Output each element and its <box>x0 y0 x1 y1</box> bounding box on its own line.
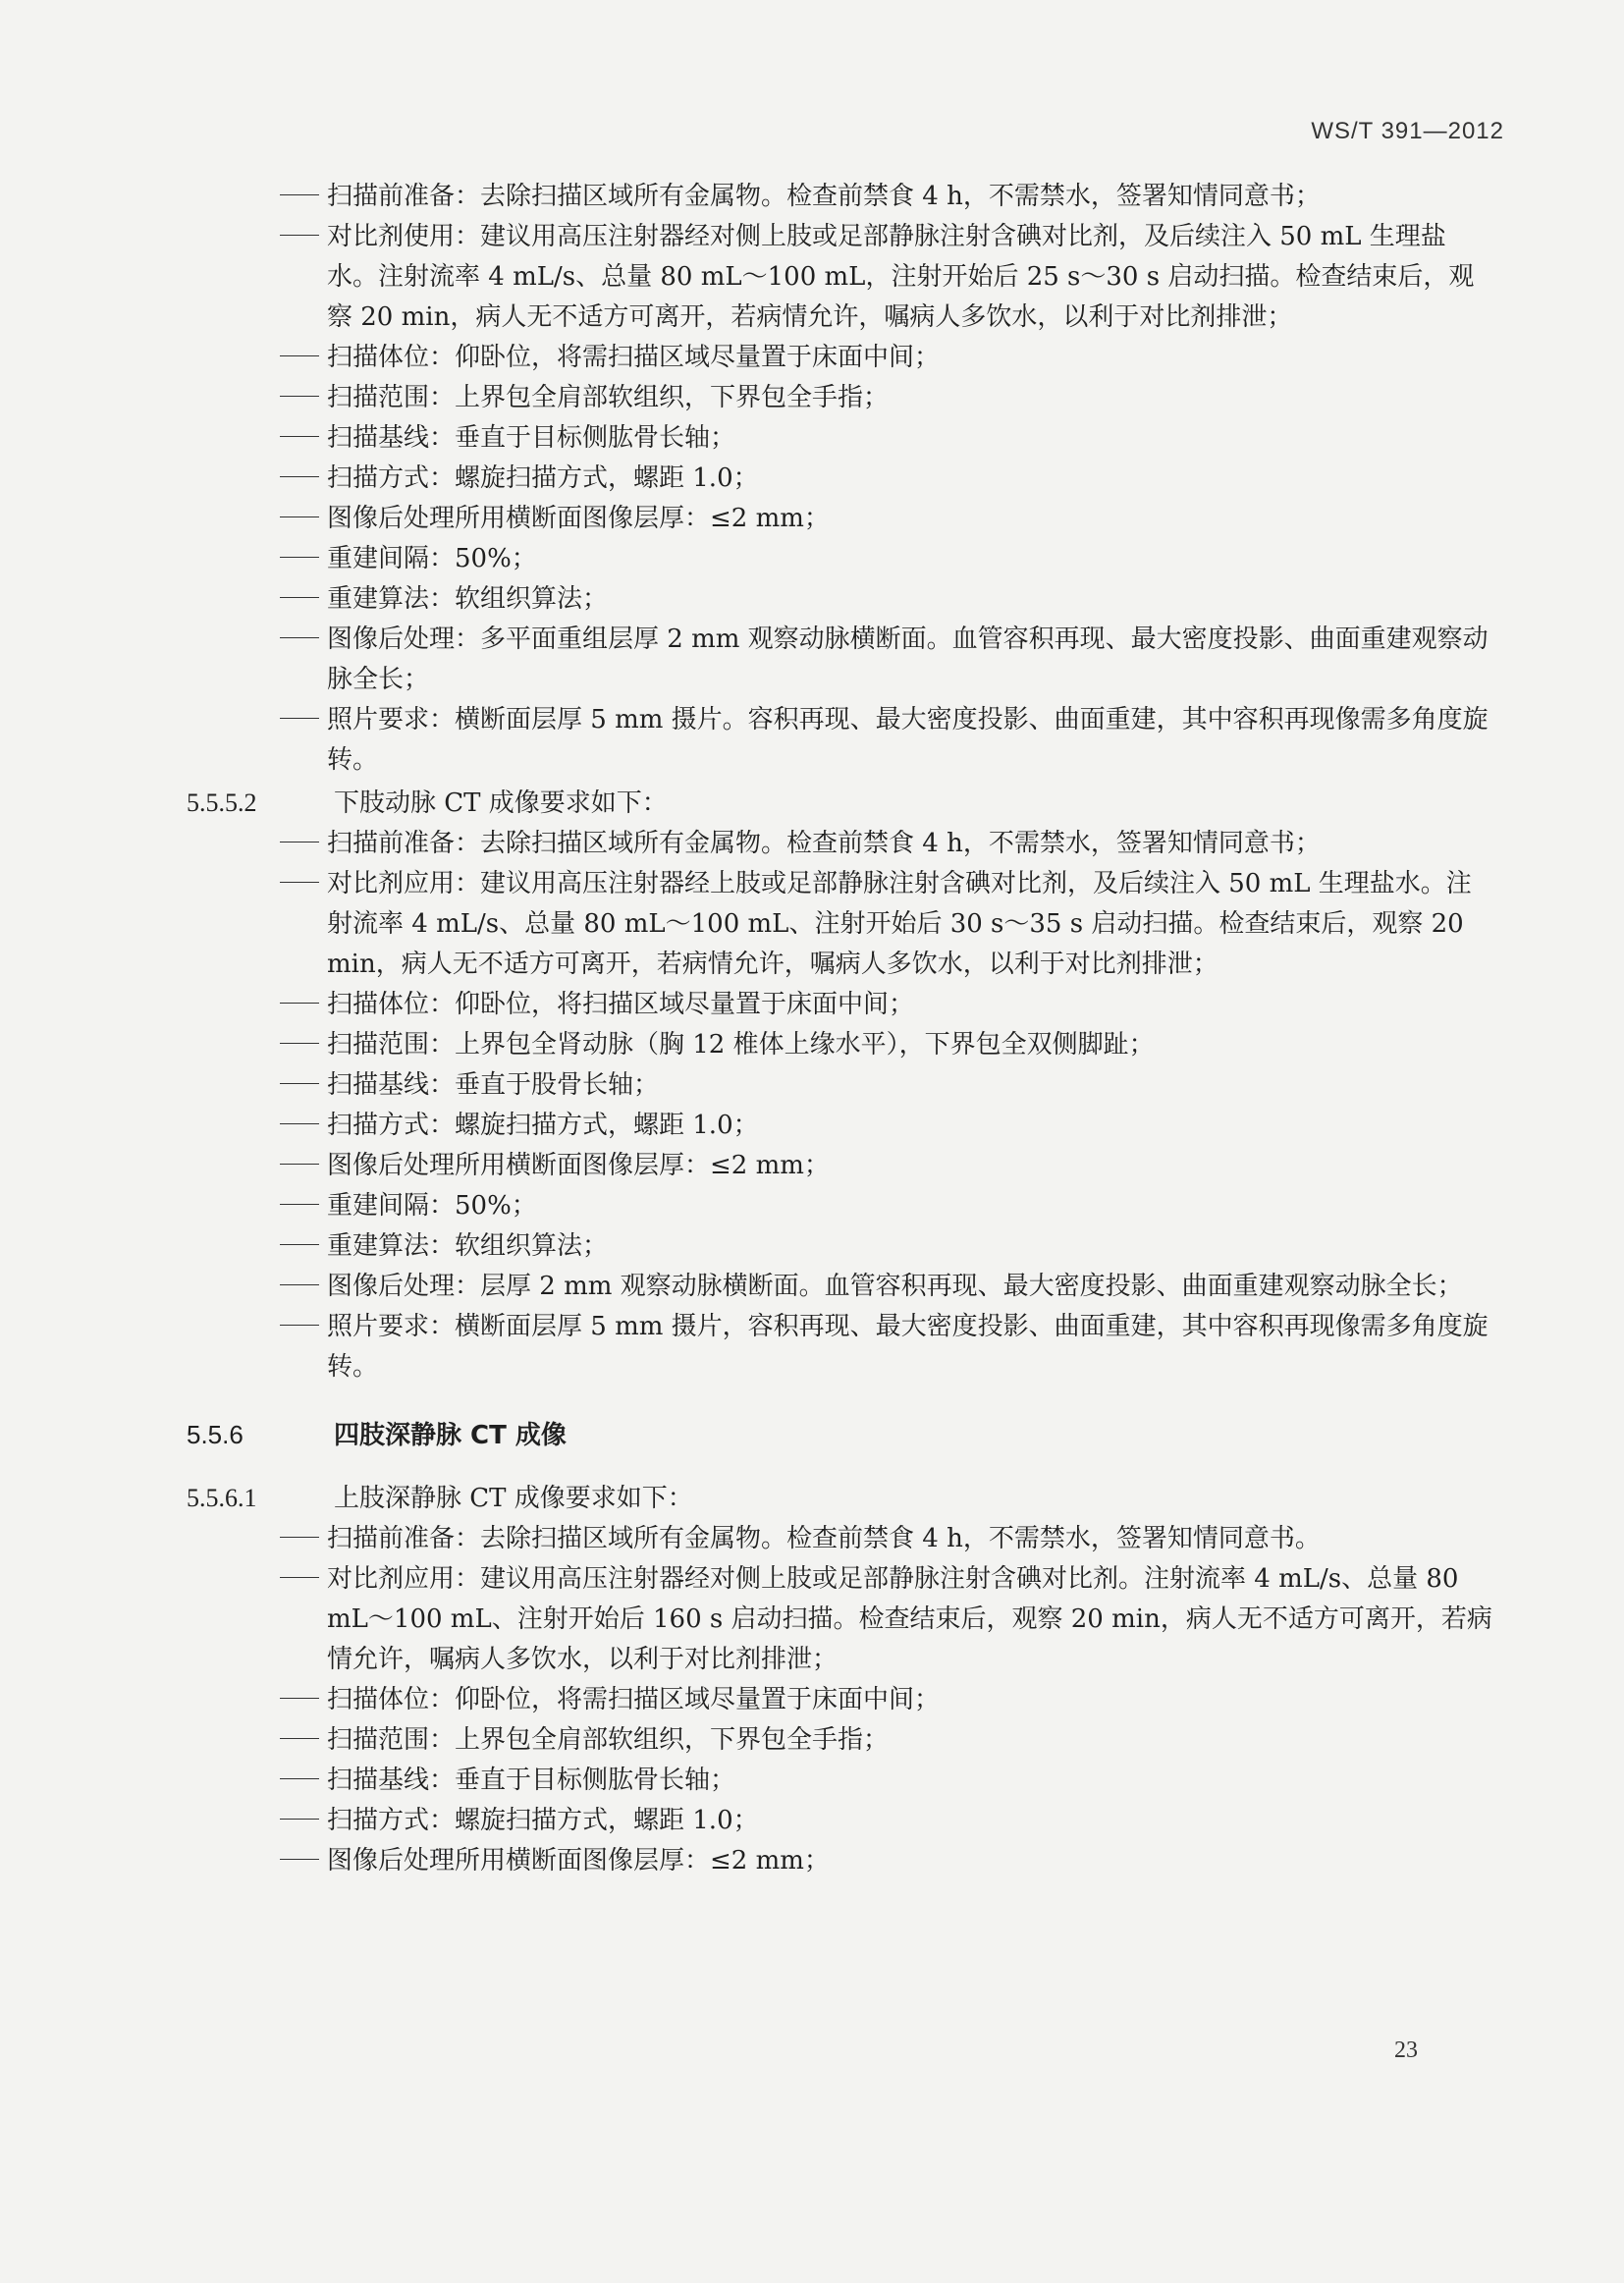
list-item: 对比剂应用：建议用高压注射器经对侧上肢或足部静脉注射含碘对比剂。注射流率 4 mL/s、总量 80 mL～100 mL、注射开始后 160 s 启动扫描。检查结束后，观察 20 min，病人无不适方可离开，若病情允许，嘱病人多饮水，以利于对比剂排泄； <box>280 1559 1492 1680</box>
dash-marker <box>280 459 327 499</box>
dash-marker <box>280 985 327 1025</box>
dash-marker <box>280 1106 327 1146</box>
list-item: 扫描范围：上界包全肩部软组织，下界包全手指； <box>280 378 1492 418</box>
dash-marker <box>280 1559 327 1600</box>
list-item: 重建算法：软组织算法； <box>280 579 1492 620</box>
clause-5-5-5-2: 5.5.5.2 下肢动脉 CT 成像要求如下： <box>187 788 668 818</box>
page-number: 23 <box>1394 2038 1418 2063</box>
list-item: 扫描范围：上界包全肾动脉（胸 12 椎体上缘水平），下界包全双侧脚趾； <box>280 1025 1492 1065</box>
dash-marker <box>280 177 327 217</box>
section-heading-5-5-6: 5.5.6 四肢深静脉 CT 成像 <box>187 1420 567 1450</box>
list-item: 扫描体位：仰卧位，将扫描区域尽量置于床面中间； <box>280 985 1492 1025</box>
list-item: 扫描前准备：去除扫描区域所有金属物。检查前禁食 4 h，不需禁水，签署知情同意书； <box>280 177 1492 217</box>
list-item: 图像后处理：层厚 2 mm 观察动脉横断面。血管容积再现、最大密度投影、曲面重建观察动脉全长； <box>280 1267 1492 1307</box>
list-item: 扫描方式：螺旋扫描方式，螺距 1.0； <box>280 1801 1492 1841</box>
dash-marker <box>280 1267 327 1307</box>
dash-marker <box>280 1025 327 1065</box>
list-item: 图像后处理所用横断面图像层厚：≤2 mm； <box>280 499 1492 539</box>
list-item: 重建算法：软组织算法； <box>280 1226 1492 1267</box>
dash-marker <box>280 579 327 620</box>
dash-marker <box>280 499 327 539</box>
list-item: 扫描前准备：去除扫描区域所有金属物。检查前禁食 4 h，不需禁水，签署知情同意书； <box>280 824 1492 864</box>
dash-marker <box>280 1720 327 1761</box>
dash-marker <box>280 620 327 660</box>
dash-marker <box>280 418 327 459</box>
dash-marker <box>280 1226 327 1267</box>
dash-marker <box>280 378 327 418</box>
list-item: 扫描范围：上界包全肩部软组织，下界包全手指； <box>280 1720 1492 1761</box>
list-item: 图像后处理所用横断面图像层厚：≤2 mm； <box>280 1146 1492 1186</box>
standard-code: WS/T 391—2012 <box>1311 118 1504 144</box>
list-item: 对比剂使用：建议用高压注射器经对侧上肢或足部静脉注射含碘对比剂，及后续注入 50 mL 生理盐水。注射流率 4 mL/s、总量 80 mL～100 mL，注射开始后 25 s～30 s 启动扫描。检查结束后，观察 20 min，病人无不适方可离开，若病情允许，嘱病人多饮水，以利于对比剂排泄； <box>280 217 1492 338</box>
list-item: 对比剂应用：建议用高压注射器经上肢或足部静脉注射含碘对比剂，及后续注入 50 mL 生理盐水。注射流率 4 mL/s、总量 80 mL～100 mL、注射开始后 30 s～35 s 启动扫描。检查结束后，观察 20 min，病人无不适方可离开，若病情允许，嘱病人多饮水，以利于对比剂排泄； <box>280 864 1492 985</box>
dash-marker <box>280 1519 327 1559</box>
list-item: 图像后处理：多平面重组层厚 2 mm 观察动脉横断面。血管容积再现、最大密度投影、曲面重建观察动脉全长； <box>280 620 1492 700</box>
dash-marker <box>280 1065 327 1106</box>
dash-marker <box>280 1307 327 1347</box>
list-item: 扫描基线：垂直于目标侧肱骨长轴； <box>280 418 1492 459</box>
list-item: 照片要求：横断面层厚 5 mm 摄片，容积再现、最大密度投影、曲面重建，其中容积再现像需多角度旋转。 <box>280 1307 1492 1387</box>
list-item: 图像后处理所用横断面图像层厚：≤2 mm； <box>280 1841 1492 1881</box>
dash-marker <box>280 1841 327 1881</box>
list-item: 照片要求：横断面层厚 5 mm 摄片。容积再现、最大密度投影、曲面重建，其中容积再现像需多角度旋转。 <box>280 700 1492 781</box>
clause-5-5-6-1: 5.5.6.1 上肢深静脉 CT 成像要求如下： <box>187 1484 693 1513</box>
list-item: 扫描方式：螺旋扫描方式，螺距 1.0； <box>280 1106 1492 1146</box>
dash-marker <box>280 864 327 904</box>
list-item: 扫描基线：垂直于目标侧肱骨长轴； <box>280 1761 1492 1801</box>
dash-marker <box>280 1146 327 1186</box>
dash-marker <box>280 1680 327 1720</box>
dash-marker <box>280 217 327 257</box>
document-body <box>187 177 1492 1881</box>
list-item: 扫描体位：仰卧位，将需扫描区域尽量置于床面中间； <box>280 338 1492 378</box>
list-item: 重建间隔：50%； <box>280 539 1492 579</box>
dash-marker <box>280 338 327 378</box>
dash-marker <box>280 700 327 740</box>
dash-marker <box>280 1186 327 1226</box>
dash-marker <box>280 824 327 864</box>
list-item: 扫描体位：仰卧位，将需扫描区域尽量置于床面中间； <box>280 1680 1492 1720</box>
dash-marker <box>280 1761 327 1801</box>
dash-marker <box>280 539 327 579</box>
list-item: 重建间隔：50%； <box>280 1186 1492 1226</box>
dash-marker <box>280 1801 327 1841</box>
list-item: 扫描方式：螺旋扫描方式，螺距 1.0； <box>280 459 1492 499</box>
list-item: 扫描基线：垂直于股骨长轴； <box>280 1065 1492 1106</box>
list-item: 扫描前准备：去除扫描区域所有金属物。检查前禁食 4 h，不需禁水，签署知情同意书。 <box>280 1519 1492 1559</box>
